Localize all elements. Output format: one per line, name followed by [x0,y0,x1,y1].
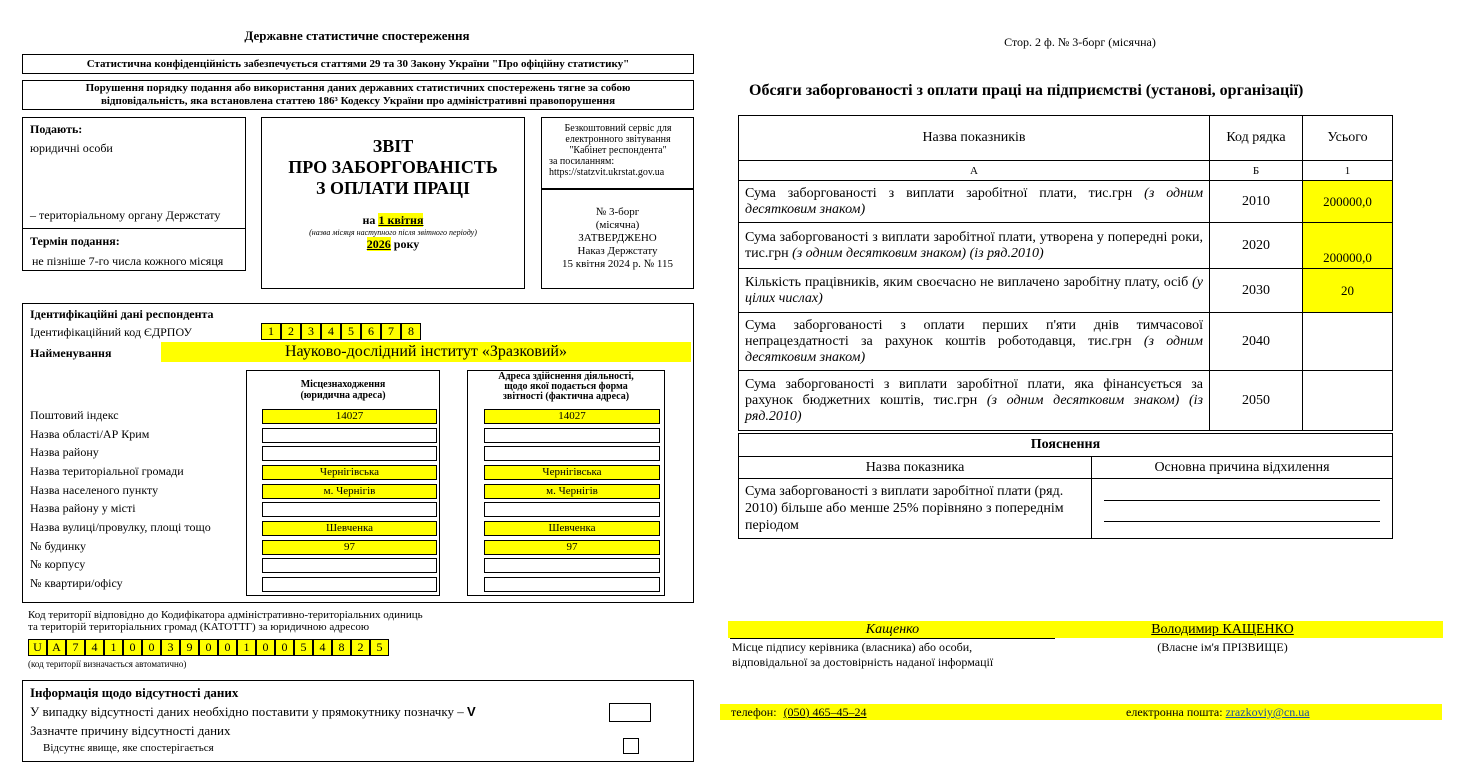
row-code: 2040 [1210,313,1303,371]
report-title-3: З ОПЛАТИ ПРАЦІ [315,178,471,198]
katottg-digit[interactable]: 0 [142,639,161,656]
katottg-digit[interactable]: 0 [256,639,275,656]
explanation-col-name: Назва показника [739,457,1092,479]
sub-b: Б [1210,161,1303,181]
katottg-digit[interactable]: 8 [332,639,351,656]
form-header: Державне статистичне спостереження [244,28,470,43]
report-date[interactable]: 1 квітня [378,213,424,227]
report-year[interactable]: 2026 [366,237,391,251]
legal-address-field[interactable]: 97 [262,540,437,555]
katottg-digit[interactable]: 3 [161,639,180,656]
main-title: Обсяги заборгованості з оплати праці на підприємстві (установі, організації) [749,82,1304,99]
table-row [739,371,1393,431]
address-label: Назва територіальної громади [30,464,184,478]
legal-head-2: (юридична адреса) [300,390,386,401]
actual-address-field[interactable] [484,446,660,461]
edrpou-digit[interactable]: 7 [381,323,401,340]
table-row [739,223,1393,269]
sub-1: 1 [1303,161,1393,181]
edrpou-digit[interactable]: 3 [301,323,321,340]
address-label: № будинку [30,539,86,553]
row-code: 2050 [1210,371,1303,431]
term-text: не пізніше 7-го числа кожного місяця [32,254,224,268]
actual-address-field[interactable] [484,428,660,443]
submit-to: – територіальному органу Держстату [30,208,221,222]
legal-address-field[interactable] [262,446,437,461]
row-name-note: (у цілих числах) [745,274,1204,306]
email-label: електронна пошта: [1126,705,1223,719]
actual-address-field[interactable]: 97 [484,540,660,555]
edrpou-digit[interactable]: 8 [401,323,421,340]
confidentiality-text: Статистична конфіденційність забезпечується статтями 29 та 30 Закону України "Про офіційну статистику" [86,58,630,70]
edrpou-label: Ідентифікаційний код ЄДРПОУ [30,325,192,339]
edrpou-digit[interactable]: 2 [281,323,301,340]
explanation-reason-field[interactable] [1092,479,1393,539]
actual-address-field[interactable]: Шевченка [484,521,660,536]
address-label: Назва району у місті [30,501,136,515]
table-subheader-row [739,161,1393,181]
address-label: Назва району [30,445,99,459]
actual-address-field[interactable] [484,502,660,517]
email-row [1126,704,1310,720]
actual-address-field[interactable] [484,558,660,573]
table-header-row [739,116,1393,161]
form-order: Наказ Держстату [577,245,658,257]
row-value[interactable]: 200000,0 [1303,181,1393,223]
row-name [739,313,1210,371]
legal-address-field[interactable]: Чернігівська [262,465,437,480]
row-name-note: (з одним десятковим знаком) (із ряд.2010) [745,392,1203,424]
service-line-2: електронного звітування [565,134,671,145]
katottg-label-1: Код території відповідно до Кодифікатора адміністративно-територіальних одиниць [28,609,423,621]
actual-address-field[interactable]: 14027 [484,409,660,424]
legal-address-field[interactable]: м. Чернігів [262,484,437,499]
katottg-digit[interactable]: 2 [351,639,370,656]
actual-head-3: звітності (фактична адреса) [502,391,630,402]
actual-address-field[interactable]: Чернігівська [484,465,660,480]
katottg-digit[interactable]: 0 [275,639,294,656]
signature-label [732,640,993,670]
submit-box [22,117,246,271]
submit-who: юридичні особи [30,141,113,155]
form-number: № 3-борг [595,206,640,218]
email-value[interactable]: zrazkoviy@cn.ua [1225,705,1310,719]
katottg-digit[interactable]: 7 [66,639,85,656]
ident-title: Ідентифікаційні дані респондента [30,307,214,321]
katottg-digit[interactable]: 5 [294,639,313,656]
katottg-digit[interactable]: 0 [123,639,142,656]
legal-address-field[interactable] [262,577,437,592]
row-name-text: Сума заборгованості з виплати заробітної плати, яка фінансується за рахунок бюджетних коштів, тис.грн [745,376,1203,408]
service-link[interactable]: https://statzvit.ukrstat.gov.ua [549,167,665,178]
row-value[interactable] [1303,313,1393,371]
violation-box [22,80,694,110]
row-code: 2010 [1210,181,1303,223]
legal-address-field[interactable] [262,558,437,573]
phone-row [731,704,867,720]
katottg-digit[interactable]: 0 [199,639,218,656]
katottg-digit[interactable]: 1 [237,639,256,656]
katottg-digit[interactable]: 4 [313,639,332,656]
address-label: № квартири/офісу [30,576,123,590]
katottg-label [28,609,423,633]
table-row [739,313,1393,371]
address-label: Назва області/АР Крим [30,427,150,441]
katottg-digit[interactable]: 9 [180,639,199,656]
edrpou-digit[interactable]: 1 [261,323,281,340]
row-value[interactable]: 200000,0 [1303,223,1393,269]
phone-label: телефон: [731,705,777,719]
signature-value[interactable]: Кащенко [730,621,1055,639]
row-name-text: Сума заборгованості з виплати заробітної плати, тис.грн [745,185,1133,201]
row-name-text: Кількість працівників, яким своєчасно не виплачено заробітну плату, осіб [745,274,1189,290]
row-code: 2020 [1210,223,1303,269]
katottg-digit[interactable]: 0 [218,639,237,656]
table-row [739,181,1393,223]
explanation-title: Пояснення [739,434,1393,457]
no-data-instruction: У випадку відсутності даних необхідно поставити у прямокутнику позначку – [30,704,464,719]
no-data-title: Інформація щодо відсутності даних [30,685,239,700]
phone-value[interactable]: (050) 465–45–24 [783,705,867,719]
edrpou-digit[interactable]: 5 [341,323,361,340]
col-name-header: Назва показників [739,116,1210,161]
row-name-text: Сума заборгованості з виплати заробітної плати, утворена у попередні роки, тис.грн [745,229,1203,261]
report-title-1: ЗВІТ [372,136,414,156]
report-title-2: ПРО ЗАБОРГОВАНІСТЬ [288,157,498,177]
signature-label-1: Місце підпису керівника (власника) або особи, [732,640,973,654]
katottg-digit[interactable]: 1 [104,639,123,656]
col-code-header: Код рядка [1210,116,1303,161]
explanation-text: Сума заборгованості з виплати заробітної плати (ряд. 2010) більше або менше 25% порівняно з попереднім періодом [739,479,1092,539]
explanation-col-reason: Основна причина відхилення [1092,457,1393,479]
address-label: № корпусу [30,557,86,571]
legal-head-1: Місцезнаходження [300,379,386,390]
form-period: (місячна) [595,219,640,231]
name-value[interactable]: Науково-дослідний інститут «Зразковий» [161,342,691,362]
katottg-digit[interactable]: U [28,639,47,656]
report-title-box [261,117,525,289]
page-number: Стор. 2 ф. № 3-борг (місячна) [1004,35,1156,49]
service-box [541,117,694,189]
sub-a: А [739,161,1210,181]
row-name [739,181,1210,223]
row-name-note: (з одним десятковим знаком) (із ряд.2010) [792,245,1044,261]
report-year-suffix: року [393,237,420,251]
legal-address-field[interactable]: 14027 [262,409,437,424]
service-line-3: "Кабінет респондента" [569,145,667,156]
row-name-note: (з одним десятковим знаком) [745,333,1203,365]
row-name-text: Сума заборгованості з оплати перших п'яти днів тимчасової непрацездатності за рахунок коштів роботодавця, тис.грн [745,317,1203,349]
identification-box [22,303,694,603]
katottg-digit[interactable]: A [47,639,66,656]
table-row [739,269,1393,313]
legal-address-field[interactable] [262,428,437,443]
address-label: Назва населеного пункту [30,483,159,497]
address-label: Поштовий індекс [30,408,119,422]
katottg-note: (код території визначається автоматично) [28,659,187,669]
katottg-digit[interactable]: 4 [85,639,104,656]
report-on: на [362,213,376,227]
form-order-date: 15 квітня 2024 р. № 115 [562,258,673,270]
no-data-mark: V [466,704,476,719]
signatory-name-label: (Власне ім'я ПРІЗВИЩЕ) [1157,640,1288,654]
no-data-box [22,680,694,762]
col-total-header: Усього [1303,116,1393,161]
actual-head-1: Адреса здійснення діяльності, [498,371,634,382]
signatory-name[interactable]: Володимир КАЩЕНКО [1151,622,1294,637]
confidentiality-box [22,54,694,74]
submit-title: Подають: [30,122,83,136]
name-label: Найменування [30,346,112,360]
report-date-hint: (назва місяця наступного після звітного періоду) [309,228,477,237]
row-value[interactable]: 20 [1303,269,1393,313]
row-code: 2030 [1210,269,1303,313]
row-name [739,269,1210,313]
service-line-1: Безкоштовний сервіс для [564,123,672,134]
row-value[interactable] [1303,371,1393,431]
actual-head-2: щодо якої подається форма [504,381,628,392]
row-name [739,371,1210,431]
row-name-note: (з одним десятковим знаком) [745,185,1204,217]
explanation-table [738,433,1393,539]
edrpou-digit[interactable]: 6 [361,323,381,340]
katottg-digit[interactable]: 5 [370,639,389,656]
no-data-reason-label: Зазначте причину відсутності даних [30,723,231,738]
actual-address-field[interactable] [484,577,660,592]
address-label: Назва вулиці/провулку, площі тощо [30,520,211,534]
service-line-4: за посиланням: [549,156,615,167]
legal-address-field[interactable]: Шевченка [262,521,437,536]
actual-address-field[interactable]: м. Чернігів [484,484,660,499]
data-table [738,115,1393,431]
no-data-reason-checkbox[interactable] [623,738,639,754]
violation-line-2: відповідальність, яка встановлена статтею 186³ Кодексу України про адміністративні правопорушення [100,95,616,107]
form-number-box [541,189,694,289]
signature-label-2: відповідальної за достовірність наданої інформації [732,655,994,669]
edrpou-digit[interactable]: 4 [321,323,341,340]
no-data-checkbox[interactable] [609,703,651,722]
no-data-reason: Відсутнє явище, яке спостерігається [43,742,214,754]
form-approved: ЗАТВЕРДЖЕНО [578,232,657,244]
legal-address-field[interactable] [262,502,437,517]
violation-line-1: Порушення порядку подання або використання даних державних статистичних спостережень тягне за собою [85,82,631,94]
term-title: Термін подання: [30,234,120,248]
katottg-label-2: та територій територіальних громад (КАТОТТГ) за юридичною адресою [28,621,370,633]
row-name [739,223,1210,269]
